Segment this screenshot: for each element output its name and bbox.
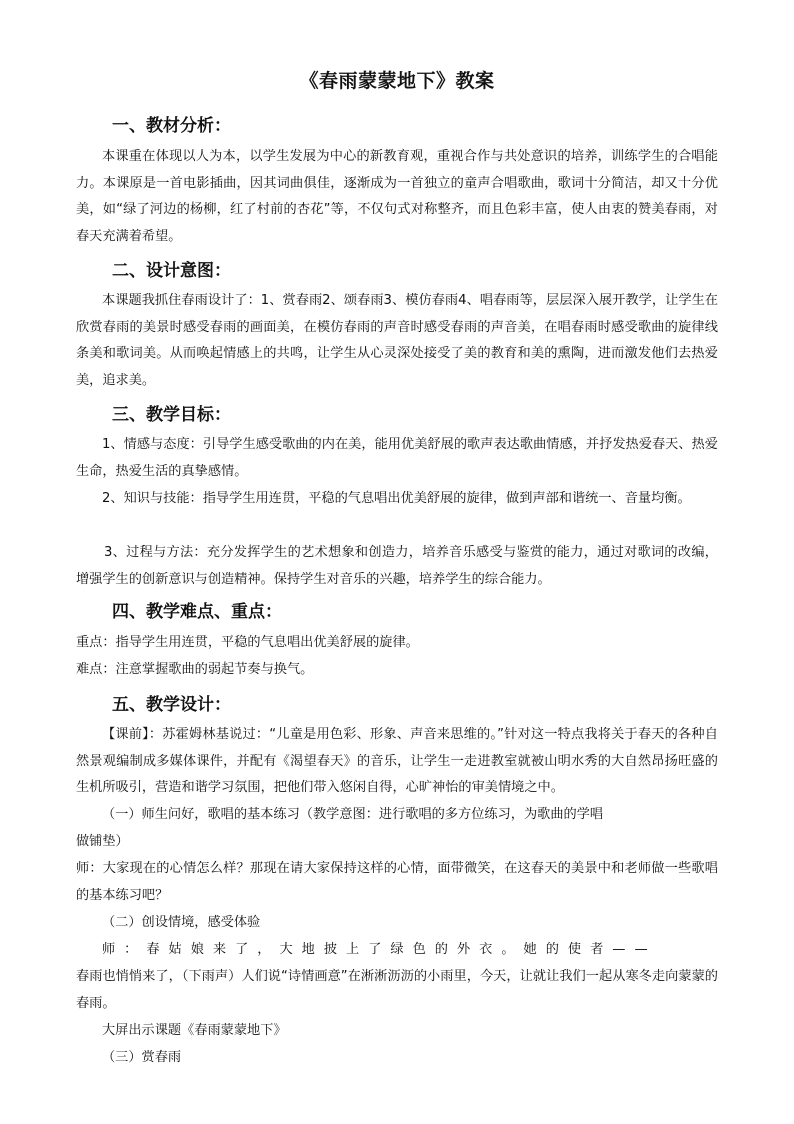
step1-title: （一）师生问好，歌唱的基本练习（教学意图：进行歌唱的多方位练习，为歌曲的学唱 <box>102 807 604 822</box>
section-heading-key-points: 四、教学难点、重点： <box>112 602 282 622</box>
design-intent-paragraph: 本课题我抓住春雨设计了：1、赏春雨2、颂春雨3、模仿春雨4、唱春雨等，层层深入展开教学，让学生在欣赏春雨的美景时感受春雨的画面美，在模仿春雨的声音时感受春雨的声音美，在唱春雨时感受歌曲的旋律线条美和歌词美。从而唤起情感上的共鸣，让学生从心灵深处接受了美的教育和美的熏陶，进而激发他们去热爱美，追求美。 <box>76 293 718 388</box>
screen-title-line: 大屏出示课题《春雨蒙蒙地下》 <box>102 1023 287 1038</box>
section-heading-design-intent: 二、设计意图： <box>112 261 231 281</box>
goal-process: 3、过程与方法：充分发挥学生的艺术想象和创造力，培养音乐感受与鉴赏的能力，通过对歌词的改编，增强学生的创新意识与创造精神。保持学生对音乐的兴趣，培养学生的综合能力。 <box>76 545 718 587</box>
step2-teacher-line: 师：春姑娘来了，大地披上了绿色的外衣。她的使者—— <box>102 942 657 957</box>
step1-title-cont: 做铺垫） <box>76 834 129 849</box>
step2-title: （二）创设情境，感受体验 <box>102 915 261 930</box>
analysis-paragraph: 本课重在体现以人为本，以学生发展为中心的新教育观，重视合作与共处意识的培养，训练学生的合唱能力。本课原是一首电影插曲，因其词曲俱佳，逐渐成为一首独立的童声合唱歌曲，歌词十分简洁，却又十分优美，如“绿了河边的杨柳，红了村前的杏花”等，不仅句式对称整齐，而且色彩丰富，使人由衷的赞美春雨，对春天充满着希望。 <box>76 149 718 244</box>
key-point: 重点：指导学生用连贯，平稳的气息唱出优美舒展的旋律。 <box>76 635 419 650</box>
section-heading-goals: 三、教学目标： <box>112 405 231 425</box>
step3-title: （三）赏春雨 <box>102 1050 182 1065</box>
section-heading-teaching-design: 五、教学设计： <box>112 695 231 715</box>
goal-knowledge: 2、知识与技能：指导学生用连贯，平稳的气息唱出优美舒展的旋律，做到声部和谐统一、音量均衡。 <box>102 491 691 506</box>
section-heading-analysis: 一、教材分析： <box>112 116 231 136</box>
goal-emotion: 1、情感与态度：引导学生感受歌曲的内在美，能用优美舒展的歌声表达歌曲情感，并抒发热爱春天、热爱生命，热爱生活的真挚感情。 <box>76 437 718 479</box>
prelude-paragraph: 【课前】：苏霍姆林基说过：“儿童是用色彩、形象、声音来思维的。”针对这一特点我将关于春天的各种自然景观编制成多媒体课件，并配有《渴望春天》的音乐，让学生一走进教室就被山明水秀的大自然昂扬旺盛的生机所吸引，营造和谐学习氛围，把他们带入悠闲自得，心旷神怡的审美情境之中。 <box>76 727 718 795</box>
difficult-point: 难点：注意掌握歌曲的弱起节奏与换气。 <box>76 662 314 677</box>
step1-teacher-line: 师：大家现在的心情怎么样？那现在请大家保持这样的心情，面带微笑，在这春天的美景中和老师做一些歌唱的基本练习吧？ <box>76 861 718 903</box>
page-title: 《春雨蒙蒙地下》教案 <box>299 70 495 92</box>
step2-teacher-line-cont: 春雨也悄悄来了，（下雨声）人们说“诗情画意”在淅淅沥沥的小雨里，今天，让就让我们一起从寒冬走向蒙蒙的春雨。 <box>76 969 718 1011</box>
